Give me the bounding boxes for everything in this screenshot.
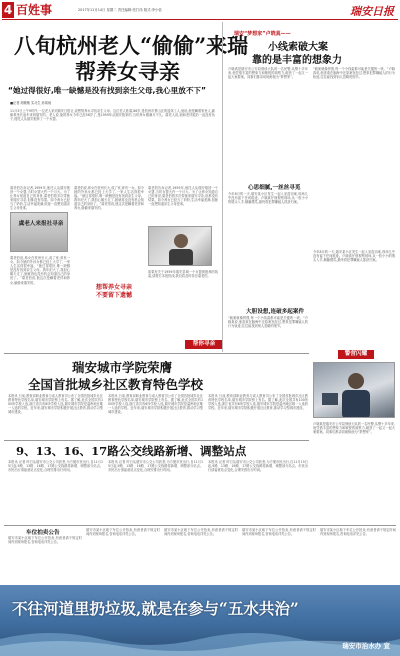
find-family-badge: 帮你寻亲 <box>185 340 223 349</box>
lead-quote-line1: 想帮养女寻亲 <box>96 284 133 291</box>
classified-top-rule <box>4 525 396 526</box>
banner-slogan: 不往河道里扔垃圾,就是在参与“五水共治” <box>12 599 299 618</box>
mid-title-line1: 瑞安城市学院荣膺 <box>72 360 173 375</box>
mid-title-line2: 全国首批城乡社区教育特色学校 <box>28 377 204 392</box>
banner-sign: 瑞安市治水办 宣 <box>342 642 390 650</box>
lead-body-3: 虞老伯说,养女在杭州长大,成了家,育有一女。如今她的外孙女都已经上大学了,一家人生活得很幸福。“她过得很好,唯一缺憾是没有找到亲生父母。我年纪大了,我担心哪天走了,她就再也没有机会知道自己的身世了。”虞老伯说,他这次是瞒着老伴和养女,偷偷来瑞安的。 <box>10 256 70 285</box>
lead-body-2: 虞老伯告诉记者,1959年,他托人从瑞安抱回一个女婴,当时女婴大约一个月大。为了让养女知道自己的身世,虞老伯曾多次带她来瑞安寻亲,但都没有结果。如今养女已经当了奶奶,生活幸福美满,但她一直想知道亲生父母是谁。 <box>10 186 70 210</box>
lead-quote-line2: 不要留下遗憾 <box>96 292 133 299</box>
lead-body-1: 11月3日上午9时许,一位老人来到瑞安日报社,说想帮养女寻找亲生父母。这位老人姓虞,86岁,是杭州市萧山区的退休工人,他说,他是瞒着家里人,偷偷乘坐长途车来到瑞安的。老人说,他的养女今年已经58岁了,是1959年从瑞安抱来的,当时养女刚满月不久。虞老人说,他和老伴婚后一直没有孩子,便托人从瑞安抱养了一个女婴。 <box>10 109 215 122</box>
person-figure-icon <box>149 227 212 266</box>
right-story-title-line2: 靠的是丰富的想象力 <box>252 55 342 66</box>
lead-title-line2: 帮养女寻亲 <box>75 59 180 84</box>
right-bottom-text: 卢晓真是瑞安市公安局刑侦大队的一名民警,从警十多年来,他凭借丰富的想象力和敏锐的洞察力,破获了一起又一起大案要案。同事们都亲切地称他为“梦想家”。 <box>313 422 395 435</box>
right-story-section1: 心思细腻,一丝丝寻觅 <box>248 185 301 191</box>
right-story-body-col2: “破案就像拼图,每一个小线索都可能是关键的一块。”卢晓真说,他喜欢在脑海中还原案发经过,想象犯罪嫌疑人的行为轨迹,往往能找到别人忽略的细节。 <box>313 67 395 80</box>
lead-title-line1: 八旬杭州老人“偷偷”来瑞 <box>14 33 249 58</box>
water-wave-icon <box>0 621 400 656</box>
mid-body-col2: 本报讯 日前,教育部职业教育与成人教育司公布了全国首批城乡社区教育特色学校名单,瑞安城市学院榜上有名。据了解,此次全国共有100所学校入选,浙江省共有6所学校入选,瑞安城市学院是温州地区唯一入选的学校。近年来,瑞安城市学院积极开展社区教育,推动学习型城市建设。 <box>108 394 203 415</box>
lead-body-col3b: 如果有关于1959年瑞安县城一个女婴被抱养的线索,请拨打本报热线,我们将及时转告虞老伯。 <box>148 270 218 279</box>
header-rule <box>2 19 398 20</box>
right-story-body-col1c: “破案就像拼图,每一个小线索都可能是关键的一块。”卢晓真说,他喜欢在脑海中还原案发经过,想象犯罪嫌疑人的行为轨迹,往往能找到别人忽略的细节。 <box>228 316 308 329</box>
classified-col1: 瑞安市某小区地下车位公开拍卖,有意者请于规定时间内到现场报名,咨询电话详见公告。 <box>8 536 82 545</box>
bus-body-col1: 本报讯 记者 昨日从瑞安市公交公司获悉,为方便市民出行,自11月15日起,9路、13路、16路、17路公交线路将新增、调整部分站点。市民出行请留意站点变化,合理安排出行时间。 <box>8 460 103 473</box>
seeker-photo-caption: 虞老人来报社寻亲 <box>18 221 64 227</box>
header-meta: 2017年11月14日 星期二 责任编辑:张打伟 版式:李小俭 <box>78 8 162 12</box>
right-story-kicker: 瑞安“梦想家”卢晓真—— <box>234 31 291 37</box>
bus-body-col2: 本报讯 记者 昨日从瑞安市公交公司获悉,为方便市民出行,自11月15日起,9路、13路、16路、17路公交线路将新增、调整部分站点。市民出行请留意站点变化,合理安排出行时间。 <box>108 460 203 473</box>
police-highlight-badge: 警营闪耀 <box>338 350 374 359</box>
right-story-body-col1: 卢晓真是瑞安市公安局刑侦大队的一名民警,从警十多年来,他凭借丰富的想象力和敏锐的洞察力,破获了一起又一起大案要案。同事们都亲切地称他为“梦想家”。 <box>228 67 308 80</box>
classified-col2: 瑞安市某小区地下车位公开拍卖,有意者请于规定时间内到现场报名,咨询电话详见公告。 <box>86 528 160 537</box>
bus-title: 9、13、16、17路公交线路新增、调整站点 <box>16 444 247 458</box>
public-service-banner <box>0 585 400 656</box>
elderly-man-photo <box>148 226 212 266</box>
right-story-section2: 大胆设想,连破多起案件 <box>246 309 305 315</box>
right-story-body-col2b: 今年8月的一天,瑞安某小区发生一起入室盗窃案,现场几乎没有留下任何痕迹。卢晓真仔细观察现场,从一枚小小的烟头入手,顺藤摸瓜,最终将犯罪嫌疑人抓获归案。 <box>313 250 395 263</box>
mid-body-col3: 本报讯 日前,教育部职业教育与成人教育司公布了全国首批城乡社区教育特色学校名单,瑞安城市学院榜上有名。据了解,此次全国共有100所学校入选,浙江省共有6所学校入选,瑞安城市学院是温州地区唯一入选的学校。近年来,瑞安城市学院积极开展社区教育,推动学习型城市建设。 <box>208 394 308 411</box>
newspaper-logo: 瑞安日报 <box>350 5 394 18</box>
lead-body-col2: 虞老伯说,养女在杭州长大,成了家,育有一女。如今她的外孙女都已经上大学了,一家人生活得很幸福。“她过得很好,唯一缺憾是没有找到亲生父母。我年纪大了,我担心哪天走了,她就再也没有机会知道自己的身世了。”虞老伯说,他这次是瞒着老伴和养女,偷偷来瑞安的。 <box>74 186 144 211</box>
section-name: 百姓事 <box>16 3 53 17</box>
officer-figure-icon <box>314 363 395 418</box>
classified-col3: 瑞安市某小区地下车位公开拍卖,有意者请于规定时间内到现场报名,咨询电话详见公告。 <box>164 528 238 537</box>
bus-top-rule <box>4 440 309 441</box>
right-story-body-col1b: 今年8月的一天,瑞安某小区发生一起入室盗窃案,现场几乎没有留下任何痕迹。卢晓真仔细观察现场,从一枚小小的烟头入手,顺藤摸瓜,最终将犯罪嫌疑人抓获归案。 <box>228 192 308 205</box>
right-story-title-line1: 小线索破大案 <box>268 42 328 53</box>
police-officer-photo <box>313 362 395 418</box>
bus-body-col3: 本报讯 记者 昨日从瑞安市公交公司获悉,为方便市民出行,自11月15日起,9路、13路、16路、17路公交线路将新增、调整部分站点。市民出行请留意站点变化,合理安排出行时间。 <box>208 460 308 473</box>
mid-top-rule <box>4 353 309 354</box>
seeker-photo <box>10 212 68 252</box>
column-divider <box>222 22 223 352</box>
classified-col4: 瑞安市某小区地下车位公开拍卖,有意者请于规定时间内到现场报名,咨询电话详见公告。 <box>242 528 316 537</box>
lead-subtitle: “她过得很好,唯一缺憾是没有找到亲生父母,我心里放不下” <box>8 86 206 95</box>
classified-col5: 瑞安市某小区地下车位公开拍卖,有意者请于规定时间内到现场报名,咨询电话详见公告。 <box>320 528 396 537</box>
lead-byline: ■记者 胡敏敏 实习生 孙赛雨 <box>10 101 52 105</box>
lead-body-col3: 虞老伯告诉记者,1959年,他托人从瑞安抱回一个女婴,当时女婴大约一个月大。为了让养女知道自己的身世,虞老伯曾多次带她来瑞安寻亲,但都没有结果。如今养女已经当了奶奶,生活幸福美满,但她一直想知道亲生父母是谁。 <box>148 186 218 207</box>
classified-label: 车位拍卖公告 <box>26 530 60 536</box>
mid-body-col1: 本报讯 日前,教育部职业教育与成人教育司公布了全国首批城乡社区教育特色学校名单,瑞安城市学院榜上有名。据了解,此次全国共有100所学校入选,浙江省共有6所学校入选,瑞安城市学院是温州地区唯一入选的学校。近年来,瑞安城市学院积极开展社区教育,推动学习型城市建设。 <box>8 394 103 415</box>
page-number: 4 <box>3 3 13 17</box>
